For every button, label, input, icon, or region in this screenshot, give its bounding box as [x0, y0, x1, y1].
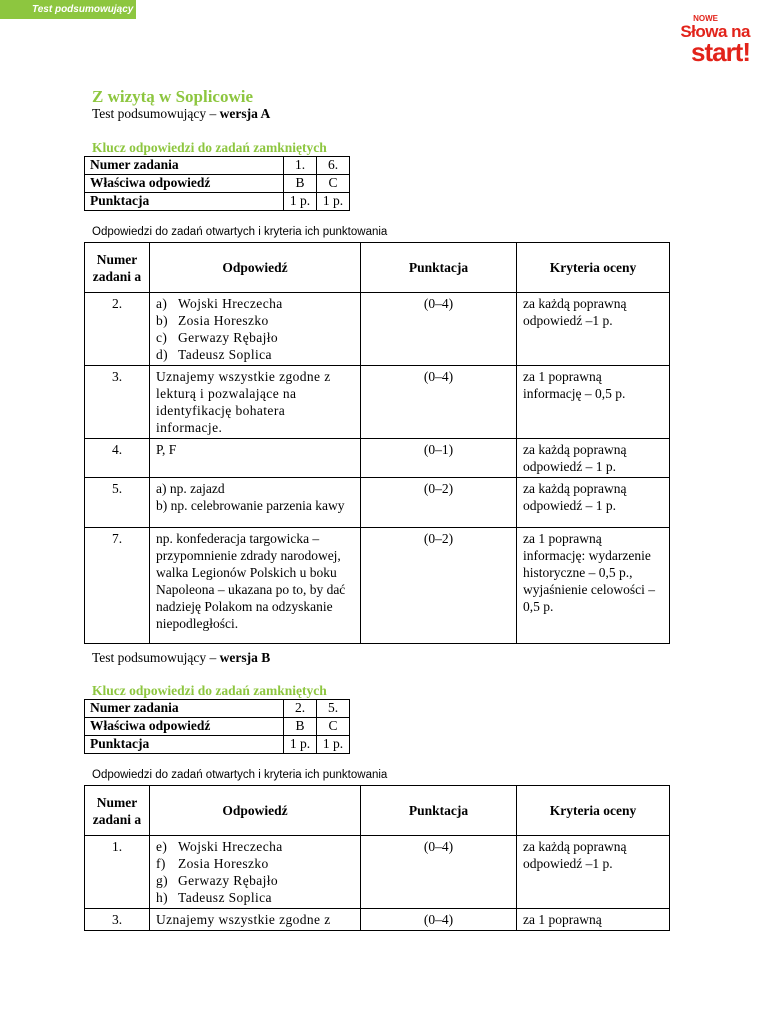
table-row	[85, 293, 670, 366]
header-points: Punktacja	[361, 243, 517, 293]
points: (0–4)	[361, 909, 517, 931]
list-item: g) Gerwazy Rębajło	[156, 873, 279, 888]
cell: 2.	[284, 700, 317, 718]
closed-key-table-a	[84, 156, 350, 211]
logo-top: NOWE	[693, 14, 718, 23]
answer: Uznajemy wszystkie zgodne z lekturą i pozwalające na identyfikację bohatera informacje.	[150, 366, 361, 439]
list-item: b) Zosia Horeszko	[156, 313, 269, 328]
cell: 1 p.	[284, 736, 317, 754]
table-header-row	[85, 243, 670, 293]
answer: Uznajemy wszystkie zgodne z	[150, 909, 361, 931]
table-row	[85, 157, 350, 175]
table-row	[85, 366, 670, 439]
table-header-row	[85, 786, 670, 836]
table-row	[85, 478, 670, 528]
task-number: 3.	[85, 366, 150, 439]
open-heading-a: Odpowiedzi do zadań otwartych i kryteria ich punktowania	[92, 226, 388, 238]
table-row	[85, 836, 670, 909]
table-row	[85, 193, 350, 211]
subtitle-version: wersja B	[219, 650, 271, 665]
list-item: f) Zosia Horeszko	[156, 856, 269, 871]
points: (0–2)	[361, 528, 517, 644]
list-item: d) Tadeusz Soplica	[156, 347, 272, 362]
cell: C	[317, 175, 350, 193]
version-b-subtitle	[92, 650, 270, 666]
criteria: za każdą poprawną odpowiedź –1 p.	[517, 836, 670, 909]
answer-line: a) np. zajazd	[156, 481, 225, 496]
open-table-b	[84, 785, 670, 931]
task-number: 5.	[85, 478, 150, 528]
answer-line: b) np. celebrowanie parzenia kawy	[156, 498, 345, 513]
row-label: Punktacja	[85, 736, 284, 754]
table-row	[85, 700, 350, 718]
row-label: Punktacja	[85, 193, 284, 211]
cell: B	[284, 718, 317, 736]
subtitle-prefix: Test podsumowujący –	[92, 650, 217, 665]
subtitle-prefix: Test podsumowujący –	[92, 106, 217, 121]
row-label: Numer zadania	[85, 157, 284, 175]
cell: 1 p.	[317, 193, 350, 211]
cell: 1.	[284, 157, 317, 175]
row-label: Numer zadania	[85, 700, 284, 718]
cell: 6.	[317, 157, 350, 175]
points: (0–4)	[361, 836, 517, 909]
closed-key-table-b	[84, 699, 350, 754]
list-item: e) Wojski Hreczecha	[156, 839, 283, 854]
points: (0–1)	[361, 439, 517, 478]
open-table-a	[84, 242, 670, 644]
table-row	[85, 175, 350, 193]
logo-mid: Słowa na	[680, 22, 750, 41]
header-points: Punktacja	[361, 786, 517, 836]
cell: 1 p.	[284, 193, 317, 211]
criteria: za każdą poprawną odpowiedź – 1 p.	[517, 478, 670, 528]
subtitle-version: wersja A	[219, 106, 271, 121]
table-row	[85, 736, 350, 754]
cell: 5.	[317, 700, 350, 718]
closed-key-heading-b: Klucz odpowiedzi do zadań zamkniętych	[92, 683, 327, 698]
logo-bottom: start!	[690, 37, 750, 67]
page-title: Z wizytą w Soplicowie	[92, 87, 254, 106]
header-answer: Odpowiedź	[150, 786, 361, 836]
criteria: za 1 poprawną informację: wydarzenie historyczne – 0,5 p., wyjaśnienie celowości – 0,5 p.	[517, 528, 670, 644]
header-criteria: Kryteria oceny	[517, 243, 670, 293]
logo	[668, 14, 750, 67]
header-tag: Test podsumowujący	[0, 0, 136, 19]
header-num: Numer zadani a	[85, 786, 150, 836]
table-row	[85, 909, 670, 931]
header-num: Numer zadani a	[85, 243, 150, 293]
answer: P, F	[150, 439, 361, 478]
table-row	[85, 528, 670, 644]
task-number: 1.	[85, 836, 150, 909]
list-item: c) Gerwazy Rębajło	[156, 330, 279, 345]
cell: 1 p.	[317, 736, 350, 754]
task-number: 2.	[85, 293, 150, 366]
task-number: 7.	[85, 528, 150, 644]
cell: B	[284, 175, 317, 193]
task-number: 3.	[85, 909, 150, 931]
points: (0–4)	[361, 293, 517, 366]
list-item: a) Wojski Hreczecha	[156, 296, 283, 311]
header-answer: Odpowiedź	[150, 243, 361, 293]
row-label: Właściwa odpowiedź	[85, 175, 284, 193]
task-number: 4.	[85, 439, 150, 478]
answer	[150, 836, 361, 909]
version-a-subtitle	[92, 106, 270, 122]
criteria: za każdą poprawną odpowiedź – 1 p.	[517, 439, 670, 478]
cell: C	[317, 718, 350, 736]
list-item: h) Tadeusz Soplica	[156, 890, 272, 905]
points: (0–4)	[361, 366, 517, 439]
table-row	[85, 439, 670, 478]
table-row	[85, 718, 350, 736]
closed-key-heading-a: Klucz odpowiedzi do zadań zamkniętych	[92, 140, 327, 155]
criteria: za 1 poprawną	[517, 909, 670, 931]
criteria: za 1 poprawną informację – 0,5 p.	[517, 366, 670, 439]
answer	[150, 293, 361, 366]
points: (0–2)	[361, 478, 517, 528]
open-heading-b: Odpowiedzi do zadań otwartych i kryteria ich punktowania	[92, 769, 388, 781]
row-label: Właściwa odpowiedź	[85, 718, 284, 736]
answer	[150, 478, 361, 528]
answer: np. konfederacja targowicka – przypomnienie zdrady narodowej, walka Legionów Polskich u boku Napoleona – ukazana po to, by dać nadzieję Polakom na odzyskanie niepodległości.	[150, 528, 361, 644]
header-criteria: Kryteria oceny	[517, 786, 670, 836]
criteria: za każdą poprawną odpowiedź –1 p.	[517, 293, 670, 366]
